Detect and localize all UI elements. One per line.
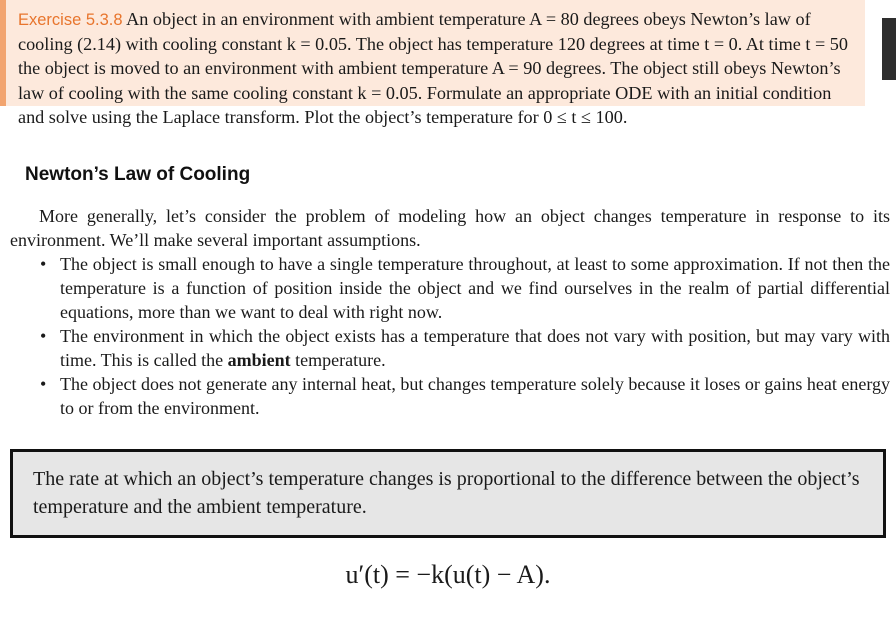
scrollbar-thumb[interactable] [882,18,896,80]
section-body [10,204,890,420]
law-statement: The rate at which an object’s temperature changes is proportional to the difference between the object’s temperature and the ambient temperature. [33,468,860,518]
list-item-text-end: temperature. [290,350,386,370]
section-title: Newton’s Law of Cooling [25,164,251,185]
exercise-text: An object in an environment with ambient temperature A = 80 degrees obeys Newton’s law of cooling (2.14) with cooling constant k = 0.05. The object has temperature 120 degrees at time t = 0. At time t = 50 the object is moved to an environment with ambient temperature A = 90 degrees. The object still obeys Newton’s law of cooling with the same cooling constant k = 0.05. Formulate an appropriate ODE with an initial condition and solve using the Laplace transform. Plot the object’s temperature for 0 ≤ t ≤ 100. [18,9,848,127]
list-item-text: The environment in which the object exists has a temperature that does not vary with position, but may vary with time. This is called the [60,326,890,370]
list-item-text: The object does not generate any internal heat, but changes temperature solely because it loses or gains heat energy to or from the environment. [60,374,890,418]
bullet-icon: • [40,326,47,346]
exercise-box [0,0,865,127]
list-item [10,252,890,324]
bullet-icon: • [40,374,47,394]
ambient-term: ambient [227,350,291,370]
list-item-text: The object is small enough to have a single temperature throughout, at least to some approximation. If not then the temperature is a function of position inside the object and we find ourselves in the realm of partial differential equations, more than we want to deal with right now. [60,254,890,322]
assumption-list [10,252,890,420]
list-item [10,372,890,420]
bullet-icon: • [40,254,47,274]
law-statement-box [10,449,886,538]
exercise-heading: Exercise 5.3.8 [18,11,123,29]
list-item [10,324,890,372]
equation-text: u′(t) = −k(u(t) − A). [345,560,551,589]
intro-paragraph: More generally, let’s consider the problem of modeling how an object changes temperature in response to its environment. We’ll make several important assumptions. [10,206,890,250]
cooling-equation [0,560,896,590]
